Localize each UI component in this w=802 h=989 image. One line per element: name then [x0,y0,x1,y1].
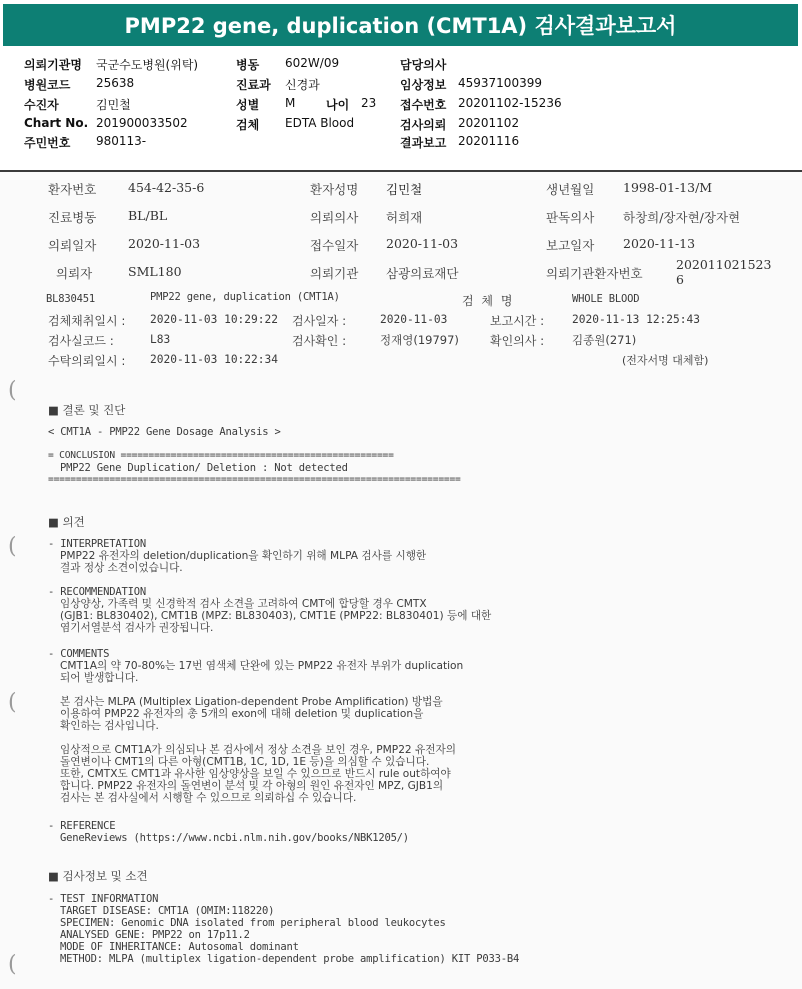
label-clinical-info: 임상정보 [400,78,447,92]
value-institution-patient-no-a: 202011021523 [676,257,772,272]
label-institution-patient-no: 의뢰기관환자번호 [546,266,643,281]
label-lab-code: 검사실코드 : [48,334,114,348]
label-chart-no: Chart No. [24,116,89,130]
comments-line-6: 임상적으로 CMT1A가 의심되나 본 검사에서 정상 소견을 보인 경우, PMP22 유전자의 [60,744,456,756]
label-attending-doctor: 담당의사 [400,58,447,72]
label-requesting-doctor: 의뢰의사 [310,210,359,225]
value-requesting-institution-2: 삼광의료재단 [386,266,459,281]
binder-hole-mark: ( [8,534,17,559]
label-examinee: 수진자 [24,98,59,112]
recommendation-line-2: (GJB1: BL830402), CMT1B (MPZ: BL830403), CMT1E (PMP22: BL830401) 등에 대한 [60,610,492,622]
test-info-method: METHOD: MLPA (multiplex ligation-dependent probe amplification) KIT P033-B4 [60,953,520,965]
recommendation-line-3: 염기서열분석 검사가 권장됩니다. [60,622,214,634]
binder-hole-mark: ( [8,952,17,977]
value-chart-no: 201900033502 [96,116,188,130]
reference-heading: - REFERENCE [48,820,116,832]
label-consignment-time: 수탁의뢰일시 : [48,354,126,368]
label-requester: 의뢰자 [56,266,93,281]
value-requesting-institution: 국군수도병원(위탁) [96,58,199,72]
label-requesting-institution: 의뢰기관명 [24,58,82,72]
label-ward: 병동 [236,58,260,72]
test-info-analysed-gene: ANALYSED GENE: PMP22 on 17p11.2 [60,929,250,941]
report-header [0,46,802,170]
binder-hole-mark: ( [8,690,17,715]
comments-line-5: 확인하는 검사입니다. [60,720,159,732]
comments-line-7: 돌연변이나 CMT1의 다른 아형(CMT1B, 1C, 1D, 1E 등)을 의심할 수 있습니다. [60,756,430,768]
label-test-date: 검사일자 : [292,314,347,328]
comments-line-3: 본 검사는 MLPA (Multiplex Ligation-dependent Probe Amplification) 방법을 [60,696,443,708]
label-requesting-institution-2: 의뢰기관 [310,266,359,281]
binder-hole-mark: ( [8,378,17,403]
conclusion-text: PMP22 Gene Duplication/ Deletion : Not detected [60,462,348,474]
label-report-time: 보고시간 : [490,314,545,328]
label-patient-name: 환자성명 [310,182,359,197]
label-receipt-date: 접수일자 [310,238,359,253]
conclusion-divider: = CONCLUSION ================================================= [48,450,394,461]
label-reading-doctor: 판독의사 [546,210,595,225]
value-reading-doctor: 하창희/장자현/장자현 [623,210,741,225]
test-information-heading: - TEST INFORMATION [48,893,159,905]
value-request-date: 2020-11-03 [128,236,201,251]
label-hospital-code: 병원코드 [24,78,71,92]
value-sex: M [285,96,296,110]
test-info-inheritance: MODE OF INHERITANCE: Autosomal dominant [60,941,299,953]
comments-line-2: 되어 발생합니다. [60,672,139,684]
value-requester: SML180 [128,264,182,279]
comments-heading: - COMMENTS [48,648,110,660]
test-code: BL830451 [46,293,95,305]
value-consignment-time: 2020-11-03 10:22:34 [150,353,278,366]
value-hospital-code: 25638 [96,76,135,90]
label-report-date: 보고일자 [546,238,595,253]
value-confirming-doctor: 김종원(271) [572,333,637,347]
label-specimen: 검체 [236,118,260,132]
value-ward-unit: BL/BL [128,208,168,223]
label-age: 나이 [326,98,350,112]
value-ward: 602W/09 [285,56,340,70]
comments-line-10: 검사는 본 검사실에서 시행할 수 있으므로 의뢰하십 수 있습니다. [60,792,357,804]
label-collection-time: 검체채취일시 : [48,314,126,328]
electronic-signature-note: (전자서명 대체함) [622,354,709,367]
value-lab-code: L83 [150,333,171,346]
reference-line-1: GeneReviews (https://www.ncbi.nlm.nih.gov/books/NBK1205/) [60,832,409,844]
interpretation-line-1: PMP22 유전자의 deletion/duplication을 확인하기 위해 MLPA 검사를 시행한 [60,550,427,562]
label-result-report: 결과보고 [400,136,447,150]
value-requesting-doctor: 허희재 [386,210,423,225]
value-department: 신경과 [285,78,320,92]
comments-line-9: 합니다. PMP22 유전자의 돌연변이 분석 및 각 아형의 원인 유전자인 MPZ, GJB1의 [60,780,444,792]
opinion-section-heading: ■ 의견 [48,515,85,529]
report-title: PMP22 gene, duplication (CMT1A) 검사결과보고서 [3,4,798,46]
recommendation-line-1: 임상양상, 가족력 및 신경학적 검사 소견을 고려하여 CMT에 합당할 경우 CMTX [60,598,427,610]
label-confirming-doctor: 확인의사 : [490,334,545,348]
value-dob: 1998-01-13/M [623,180,713,195]
comments-line-8: 또한, CMTX도 CMT1과 유사한 임상양상을 보일 수 있으므로 반드시 rule out하여야 [60,768,451,780]
comments-line-4: 이용하여 PMP22 유전자의 총 5개의 exon에 대해 deletion 및 duplication을 [60,708,424,720]
value-test-request: 20201102 [458,116,520,130]
analysis-title: < CMT1A - PMP22 Gene Dosage Analysis > [48,426,281,438]
value-patient-no: 454-42-35-6 [128,180,205,195]
recommendation-heading: - RECOMMENDATION [48,586,146,598]
value-institution-patient-no-b: 6 [676,272,684,287]
interpretation-heading: - INTERPRETATION [48,538,146,550]
label-resident-number: 주민번호 [24,136,71,150]
value-examinee: 김민철 [96,98,131,112]
label-test-confirm: 검사확인 : [292,334,347,348]
value-report-date: 2020-11-13 [623,236,696,251]
test-info-target-disease: TARGET DISEASE: CMT1A (OMIM:118220) [60,905,275,917]
test-info-specimen: SPECIMEN: Genomic DNA isolated from peripheral blood leukocytes [60,917,446,929]
value-age: 23 [361,96,377,110]
conclusion-end-divider: ========================================================================== [48,474,461,485]
interpretation-line-2: 결과 정상 소견이었습니다. [60,562,183,574]
value-collection-time-text: 2020-11-03 10:29:22 [150,313,278,326]
label-specimen-name: 검 체 명 [462,294,515,308]
label-sex: 성별 [236,98,260,112]
label-patient-no: 환자번호 [48,182,97,197]
conclusion-section-heading: ■ 결론 및 진단 [48,403,126,417]
label-department: 진료과 [236,78,271,92]
value-patient-name: 김민철 [386,182,423,197]
value-report-time: 2020-11-13 12:25:43 [572,313,700,326]
value-specimen: EDTA Blood [285,116,355,130]
value-specimen-name: WHOLE BLOOD [572,293,640,305]
value-resident-number: 980113- [96,134,147,148]
value-test-confirm: 정재영(19797) [380,333,459,347]
label-dob: 생년월일 [546,182,595,197]
test-info-section-heading: ■ 검사정보 및 소견 [48,869,148,883]
label-receipt-number: 접수번호 [400,98,447,112]
value-clinical-info: 45937100399 [458,76,542,90]
test-name: PMP22 gene, duplication (CMT1A) [150,291,340,303]
comments-line-1: CMT1A의 약 70-80%는 17번 염색체 단완에 있는 PMP22 유전자 부위가 duplication [60,660,464,672]
label-ward-unit: 진료병동 [48,210,97,225]
scanned-report [0,172,802,989]
label-test-request: 검사의뢰 [400,118,447,132]
value-receipt-number: 20201102-15236 [458,96,562,110]
label-request-date: 의뢰일자 [48,238,97,253]
value-result-report: 20201116 [458,134,520,148]
value-test-date: 2020-11-03 [380,313,448,326]
value-receipt-date: 2020-11-03 [386,236,459,251]
